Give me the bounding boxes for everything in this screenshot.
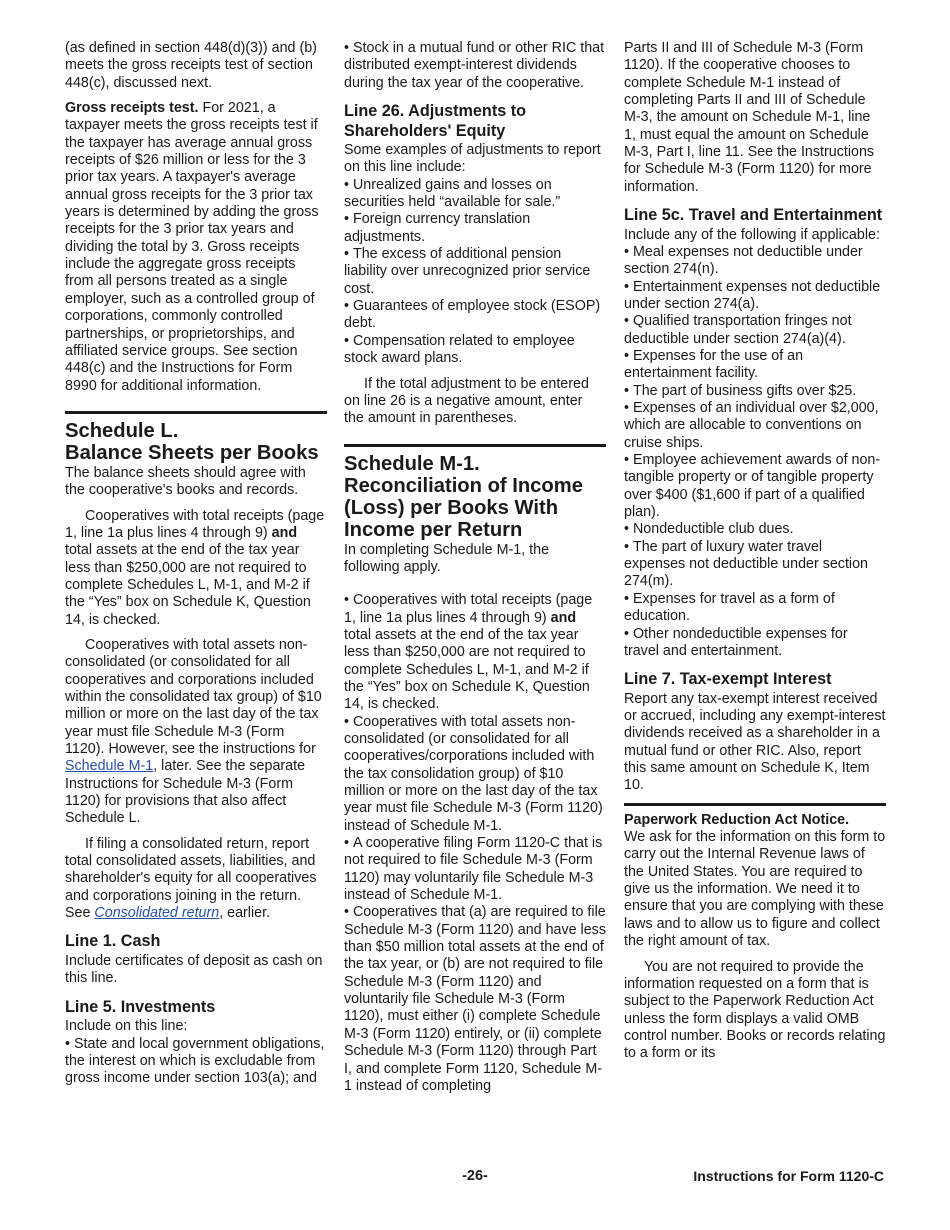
gross-receipts-test-body: For 2021, a taxpayer meets the gross receipts test if the taxpayer has average annual gross receipts of $26 million or less for the 3 prior tax years. A taxpayer's average annual gross receipts for the 3 prior tax years is determined by adding the gross receipts for the 3 prior tax years and dividing the total by 3. Gross receipts include the aggregate gross receipts from all persons treated as a single employer, such as a controlled group of corporations, commonly controlled partnerships, or proprietorships, and affiliated service groups. See section 448(c) and the Instructions for Form 8990 for additional information. (65, 100, 319, 394)
list-item: • Nondeductible club dues. (624, 521, 886, 538)
paragraph: Report any tax-exempt interest received or accrued, including any exempt-interest dividends received as a shareholder in a mutual fund or other RIC. Also, report this same amount on Schedule K, Item 10. (624, 690, 886, 794)
schedule-m1-link[interactable]: Schedule M-1 (65, 758, 154, 775)
list-item: • Foreign currency translation adjustments. (344, 211, 606, 246)
list-item: • Cooperatives with total receipts (page 1, line 1a plus lines 4 through 9) and total assets at the end of the tax year less than $250,000 are not required to complete Schedules L, M-1, and M-2 if the “Yes” box on Schedule K, Question 14, is checked. (344, 592, 606, 713)
list-item: • The part of luxury water travel expenses not deductible under section 274(m). (624, 539, 886, 591)
schedule-l-title-line-1: Schedule L. (65, 419, 179, 442)
list-item: • Expenses of an individual over $2,000, which are allocable to conventions on cruise ships. (624, 400, 886, 452)
list-item: • Expenses for the use of an entertainment facility. (624, 348, 886, 383)
schedule-l-title-line-2: Balance Sheets per Books (65, 441, 319, 464)
paragraph: If the total adjustment to be entered on line 26 is a negative amount, enter the amount in parentheses. (344, 375, 589, 427)
paragraph: Include any of the following if applicable: (624, 226, 880, 243)
gross-receipts-test-paragraph (65, 100, 327, 395)
schedule-l-heading (65, 420, 327, 464)
list-item: • State and local government obligations, the interest on which is excludable from gross income under section 103(a); and (65, 1036, 327, 1088)
paragraph: In completing Schedule M-1, the following apply. (344, 541, 550, 575)
list-item: • The part of business gifts over $25. (624, 383, 886, 400)
line-26-heading: Line 26. Adjustments to Shareholders' Equity (344, 102, 526, 140)
schedule-m1-heading: Schedule M-1. Reconciliation of Income (Loss) per Books With Income per Return (344, 452, 583, 541)
list-item: • Expenses for travel as a form of education. (624, 591, 886, 626)
list-item: • Qualified transportation fringes not deductible under section 274(a)(4). (624, 313, 886, 348)
list-item: • Entertainment expenses not deductible under section 274(a). (624, 279, 886, 314)
section-divider (65, 411, 327, 414)
list-item: • Stock in a mutual fund or other RIC that distributed exempt-interest dividends during the tax year of the cooperative. (344, 40, 606, 92)
paperwork-notice-heading: Paperwork Reduction Act Notice. (624, 811, 850, 828)
list-item: • A cooperative filing Form 1120-C that is not required to file Schedule M-3 (Form 1120) may voluntarily file Schedule M-3 instead of Schedule M-1. (344, 835, 606, 904)
paragraph: (as defined in section 448(d)(3)) and (b) meets the gross receipts test of section 448(c), discussed next. (65, 40, 317, 91)
paragraph: Some examples of adjustments to report on this line include: (344, 142, 601, 176)
list-item: • Unrealized gains and losses on securities held “available for sale.” (344, 177, 606, 212)
paragraph: Parts II and III of Schedule M-3 (Form 1120). If the cooperative chooses to complete Schedule M-1 instead of completing Parts II and III of Schedule M-3, the amount on Schedule M-1, line 1, must equal the amount on Schedule M-3, Part I, line 11. See the Instructions for Schedule M-3 (Form 1120) for more information. (624, 40, 875, 195)
line-5-heading: Line 5. Investments (65, 997, 216, 1016)
column-1 (65, 40, 327, 1088)
paragraph: Include on this line: (65, 1018, 188, 1035)
list-item: • Employee achievement awards of non-tangible property or of tangible property over $400 ($1,600 if part of a qualified plan). (624, 452, 886, 521)
list-item: • Compensation related to employee stock award plans. (344, 333, 606, 368)
list-item: • Other nondeductible expenses for travel and entertainment. (624, 626, 886, 661)
section-divider (624, 803, 886, 806)
line-5c-heading: Line 5c. Travel and Entertainment (624, 206, 883, 225)
consolidated-return-link[interactable]: Consolidated return (94, 905, 220, 922)
document-title: Instructions for Form 1120-C (693, 1168, 884, 1184)
paragraph: Cooperatives with total receipts (page 1, line 1a plus lines 4 through 9) and total assets at the end of the tax year less than $250,000 are not required to complete Schedules L, M-1, and M-2 if the “Yes” box on Schedule K, Question 14, is checked. (65, 507, 325, 628)
gross-receipts-test-heading: Gross receipts test. (65, 100, 199, 117)
line-1-heading: Line 1. Cash (65, 932, 161, 951)
list-item: • The excess of additional pension liability over unrecognized prior service cost. (344, 246, 606, 298)
paragraph: We ask for the information on this form to carry out the Internal Revenue laws of the United States. You are required to give us the information. We need it to ensure that you are complying with these laws and to allow us to figure and collect the right amount of tax. (624, 829, 886, 950)
column-3 (624, 40, 886, 1063)
paragraph: Include certificates of deposit as cash on this line. (65, 952, 323, 987)
section-divider (344, 444, 606, 447)
list-item: • Meal expenses not deductible under section 274(n). (624, 244, 886, 279)
paragraph: Cooperatives with total assets non-consolidated (or consolidated for all cooperatives and corporations included within the consolidated tax group) of $10 million or more on the last day of the tax year must file Schedule M-3 (Form 1120). However, see the instructions for Schedule M-1, later. See the separate Instructions for Schedule M-3 (Form 1120) for provisions that also affect Schedule L. (65, 636, 322, 827)
list-item: • Cooperatives with total assets non-consolidated (or consolidated for all cooperatives/corporations included with the tax consolidation group) of $10 million or more on the last day of the tax year must file Schedule M-3 (Form 1120) instead of Schedule M-1. (344, 714, 606, 835)
paragraph: You are not required to provide the information requested on a form that is subject to the Paperwork Reduction Act unless the form displays a valid OMB control number. Books or records relating to a form or its (624, 958, 886, 1062)
line-7-heading: Line 7. Tax-exempt Interest (624, 670, 832, 689)
paragraph: If filing a consolidated return, report total consolidated assets, liabilities, and shareholder's equity for all cooperatives and corporations joining in the return. See Consolidated return, earlier. (65, 835, 317, 922)
column-2 (344, 40, 606, 1095)
paragraph: The balance sheets should agree with the cooperative's books and records. (65, 464, 306, 499)
list-item: • Cooperatives that (a) are required to file Schedule M-3 (Form 1120) and have less than $50 million total assets at the end of the tax year, or (b) are not required to file Schedule M-3 (Form 1120) and voluntarily file Schedule M-3 (Form 1120), must either (i) complete Schedule M-3 (Form 1120) entirely, or (ii) complete Schedule M-3 (Form 1120) through Part I, and complete Form 1120, Schedule M-1 instead of completing (344, 904, 606, 1095)
list-item: • Guarantees of employee stock (ESOP) debt. (344, 298, 606, 333)
page-number: -26- (462, 1168, 488, 1184)
